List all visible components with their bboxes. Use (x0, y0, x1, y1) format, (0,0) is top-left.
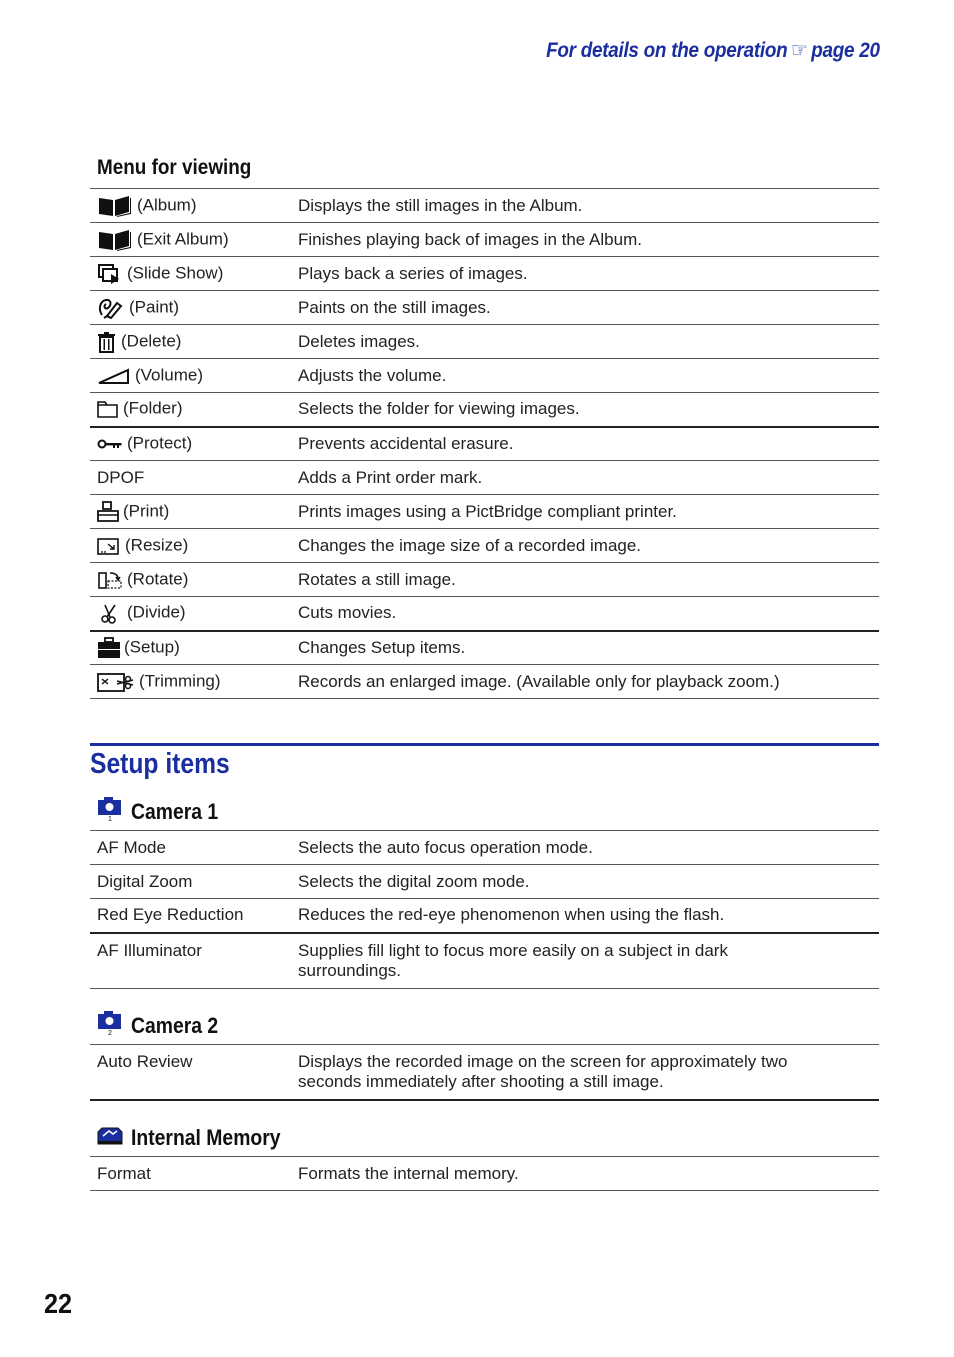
table-cell: Plays back a series of images. (291, 257, 879, 291)
table-row (90, 1045, 879, 1101)
table-cell: Prints images using a PictBridge compliant printer. (291, 495, 879, 529)
table-cell: Displays the still images in the Album. (291, 189, 879, 223)
table-row (90, 933, 879, 989)
table-cell: Prevents accidental erasure. (291, 427, 879, 461)
table-cell: (Rotate) (127, 568, 189, 588)
camera-2-heading (97, 1010, 230, 1041)
volume-icon (97, 365, 131, 387)
table-cell: Rotates a still image. (291, 563, 879, 597)
table-cell: Changes Setup items. (291, 631, 879, 665)
pointing-hand-icon: ☞ (791, 39, 808, 62)
table-row (90, 831, 879, 865)
table-row (90, 529, 879, 563)
print-icon (97, 501, 119, 523)
table-row (90, 359, 879, 393)
table-cell: (Paint) (129, 296, 180, 316)
page-reference-target[interactable]: page 20 (811, 39, 880, 62)
table-row (90, 1157, 879, 1191)
table-row (90, 325, 879, 359)
setup-items-title: Setup items (90, 748, 230, 780)
camera-1-icon (97, 796, 123, 827)
table-row (90, 865, 879, 899)
table-cell: Reduces the red-eye phenomenon when using the flash. (291, 899, 879, 933)
page-reference[interactable] (546, 38, 880, 63)
internal-memory-table (90, 1156, 879, 1191)
table-row (90, 597, 879, 631)
divide-icon (97, 602, 123, 624)
table-cell: Supplies fill light to focus more easily on a subject in dark surroundings. (291, 933, 879, 989)
table-cell: (Trimming) (139, 670, 221, 690)
viewing-menu-table (90, 188, 879, 699)
viewing-menu-heading: Menu for viewing (97, 156, 252, 179)
table-row (90, 223, 879, 257)
table-cell: (Divide) (127, 602, 186, 622)
table-cell: Selects the folder for viewing images. (291, 393, 879, 427)
internal-memory-label: Internal Memory (131, 1124, 281, 1150)
folder-icon (97, 398, 119, 420)
table-cell: Adds a Print order mark. (291, 461, 879, 495)
table-cell: (Setup) (124, 637, 180, 657)
table-row (90, 393, 879, 427)
table-cell: (Print) (123, 500, 170, 520)
delete-icon (97, 331, 117, 353)
table-cell: (Album) (137, 194, 197, 214)
table-row (90, 189, 879, 223)
table-cell: Records an enlarged image. (Available only for playback zoom.) (291, 665, 879, 699)
camera-1-heading (97, 796, 230, 827)
table-cell: Selects the auto focus operation mode. (291, 831, 879, 865)
table-cell: AF Mode (90, 831, 291, 865)
table-row (90, 899, 879, 933)
table-row (90, 427, 879, 461)
table-cell: Paints on the still images. (291, 291, 879, 325)
rotate-icon (97, 569, 123, 591)
table-row (90, 461, 879, 495)
table-cell: Selects the digital zoom mode. (291, 865, 879, 899)
camera-2-table (90, 1044, 879, 1101)
table-row (90, 665, 879, 699)
table-cell: (Folder) (123, 398, 183, 418)
table-row (90, 563, 879, 597)
table-cell: (Resize) (125, 534, 189, 554)
internal-memory-icon (97, 1124, 123, 1151)
table-cell: Digital Zoom (90, 865, 291, 899)
svg-text:1: 1 (108, 816, 112, 822)
table-row (90, 257, 879, 291)
table-row (90, 495, 879, 529)
table-cell: Red Eye Reduction (90, 899, 291, 933)
exit-album-icon (97, 229, 133, 251)
protect-icon (97, 433, 123, 455)
table-cell: (Protect) (127, 433, 193, 453)
paint-icon (97, 297, 125, 319)
camera-1-table (90, 830, 879, 989)
table-row (90, 631, 879, 665)
table-cell: Formats the internal memory. (291, 1157, 879, 1191)
table-cell: Adjusts the volume. (291, 359, 879, 393)
page-reference-text: For details on the operation (546, 39, 788, 62)
album-icon (97, 195, 133, 217)
table-cell: Finishes playing back of images in the Album. (291, 223, 879, 257)
table-cell: Changes the image size of a recorded image. (291, 529, 879, 563)
setup-icon (97, 637, 121, 659)
internal-memory-heading (97, 1124, 301, 1151)
table-row (90, 291, 879, 325)
resize-icon (97, 535, 121, 557)
trimming-icon (97, 671, 135, 693)
page-number: 22 (44, 1288, 73, 1319)
table-cell: Deletes images. (291, 325, 879, 359)
camera-2-icon (97, 1010, 123, 1041)
table-cell: Cuts movies. (291, 597, 879, 631)
table-cell: (Exit Album) (137, 228, 229, 248)
table-cell: Auto Review (90, 1045, 291, 1101)
camera-2-label: Camera 2 (131, 1012, 219, 1038)
slide-show-icon (97, 263, 123, 285)
camera-1-label: Camera 1 (131, 798, 219, 824)
table-cell: (Slide Show) (127, 262, 224, 282)
section-divider (90, 743, 879, 746)
table-cell: AF Illuminator (90, 933, 291, 989)
table-cell: DPOF (97, 467, 145, 487)
table-cell: Format (90, 1157, 291, 1191)
svg-text:2: 2 (108, 1030, 112, 1036)
table-cell: (Volume) (135, 364, 204, 384)
table-cell: Displays the recorded image on the screen for approximately two seconds immediately after shooting a still image. (291, 1045, 879, 1101)
table-cell: (Delete) (121, 330, 182, 350)
